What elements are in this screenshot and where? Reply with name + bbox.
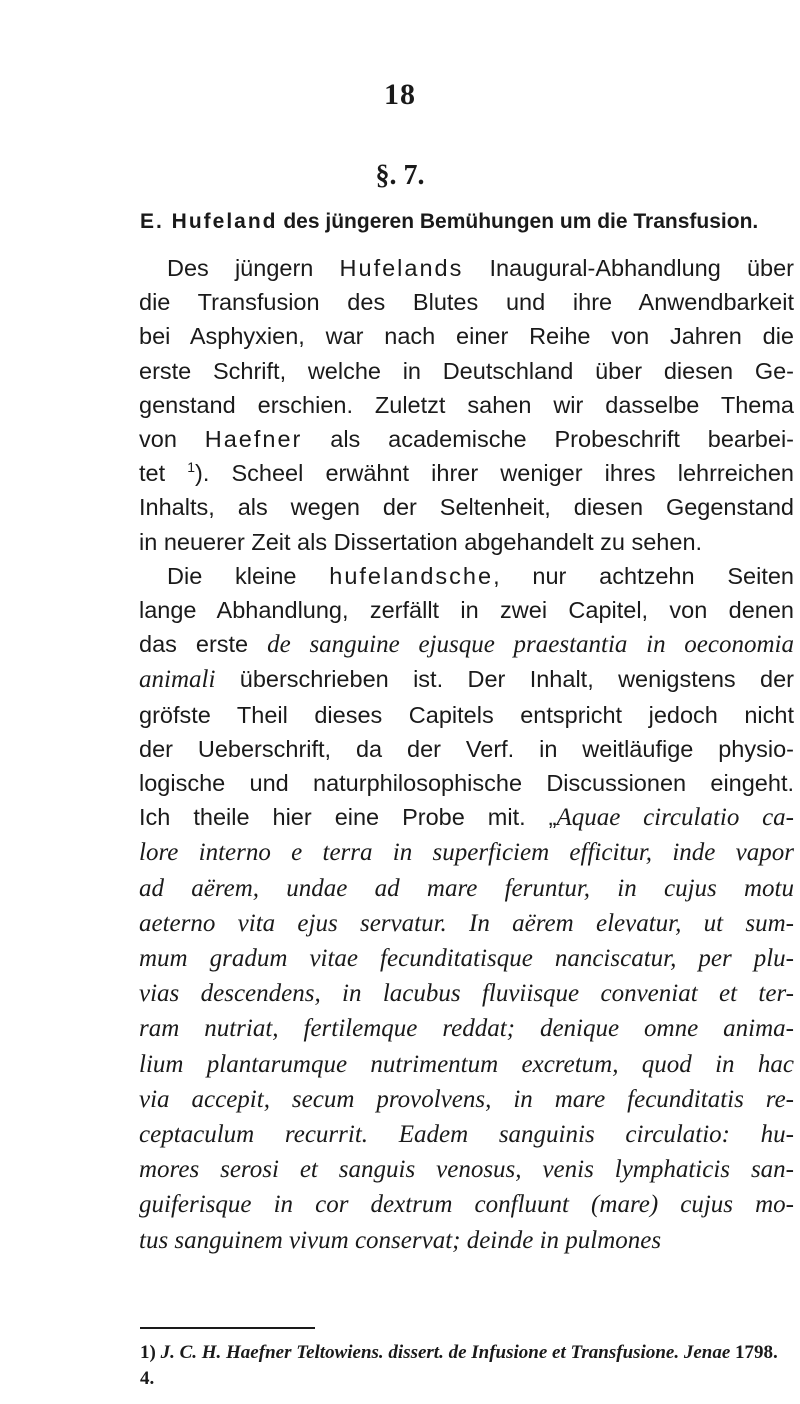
text-run: Ich theile hier eine Probe mit. „ [139,804,557,831]
text-run: tet [139,460,188,487]
text-line [139,1047,794,1082]
text-run: Haefner [204,426,303,453]
footnote-rule [140,1327,315,1329]
text-line [139,732,794,766]
text-line [139,1117,794,1152]
text-run: die Transfusion des Blutes und ihre Anwendbarkeit [139,289,794,316]
text-run: lange Abhandlung, zerfällt in zwei Capitel, von denen [139,597,794,624]
text-run: von [139,426,205,453]
text-run: der Ueberschrift, da der Verf. in weitläufige physio- [139,735,794,762]
text-run: lore interno e terra in superficiem efficitur, inde vapor [139,839,794,867]
text-run: hufelandsche [329,562,494,589]
section-number: §. 7. [375,160,425,191]
body-text [139,251,794,1258]
text-run: Aquae circulatio ca- [556,804,794,832]
text-line [139,559,794,593]
footnote-reference: 1 [187,459,196,476]
text-line [139,422,794,456]
text-run: mum gradum vitae fecunditatisque nanciscatur, per plu- [139,945,794,973]
text-line [139,766,794,800]
text-line [139,354,794,388]
text-line [139,251,794,285]
text-run: aeterno vita ejus servatur. In aërem elevatur, ut sum- [139,909,794,937]
text-run: genstand erschien. Zuletzt sahen wir dasselbe Thema [139,391,794,418]
text-run: Inaugural-Abhandlung über [463,255,794,281]
text-line [139,835,794,870]
page-number: 18 [384,78,416,111]
footnote-text: 1798. 4. [140,1342,778,1389]
text-run: Des jüngern [167,255,340,281]
text-run: ad aërem, undae ad mare feruntur, in cujus motu [139,874,794,902]
text-run: via accepit, secum provolvens, in mare fecunditatis re- [139,1085,794,1113]
text-line [139,525,794,559]
text-run: in neuerer Zeit als Dissertation abgehandelt zu sehen. [139,528,703,555]
text-run: Die kleine [167,562,330,589]
text-run: gröfste Theil dieses Capitels entspricht jedoch nicht [139,701,794,728]
text-run: vias descendens, in lacubus fluviisque conveniat et ter- [139,980,794,1008]
text-line [139,698,794,732]
text-line [139,662,794,697]
text-line [139,871,794,906]
text-line [139,1082,794,1117]
text-line [139,800,794,835]
text-run: ram nutriat, fertilemque reddat; denique omne anima- [139,1015,794,1043]
text-run: ). Scheel erwähnt ihrer weniger ihres lehrreichen [195,460,794,487]
text-run: lium plantarumque nutrimentum excretum, quod in hac [139,1050,794,1078]
section-heading [140,210,780,234]
footnote-marker: 1) [140,1342,161,1363]
text-run: das erste [139,631,268,658]
text-line [139,388,794,422]
text-run: mores serosi et sanguis venosus, venis lymphaticis san- [139,1156,794,1184]
text-line [139,906,794,941]
text-line [139,319,794,353]
text-run: ceptaculum recurrit. Eadem sanguinis circulatio: hu- [139,1121,794,1149]
text-line [139,941,794,976]
text-run: guiferisque in cor dextrum confluunt (mare) cujus mo- [139,1191,794,1219]
text-run: logische und naturphilosophische Discussionen eingeht. [139,770,794,797]
text-line [139,627,794,662]
heading-name: E. Hufeland [140,210,278,233]
text-run: de sanguine ejusque praestantia in oeconomia [267,631,794,659]
text-line [139,490,794,524]
text-run: erste Schrift, welche in Deutschland über diesen Ge- [139,357,794,384]
text-line [139,1223,794,1258]
text-line [139,1152,794,1187]
text-line [139,456,794,490]
footnote [140,1340,790,1392]
text-run: , nur achtzehn Seiten [493,562,794,589]
text-run: bei Asphyxien, war nach einer Reihe von Jahren die [139,323,794,350]
text-line [139,593,794,627]
text-line [139,976,794,1011]
heading-text: des jüngeren Bemühungen um die Transfusion. [277,210,759,233]
text-run: Hufelands [339,255,464,281]
text-run: überschrieben ist. Der Inhalt, wenigstens der [215,666,794,693]
text-run: als academische Probeschrift bearbei- [302,426,794,453]
footnote-text: J. C. H. Haefner Teltowiens. dissert. de Infusione et Transfusione. Jenae [160,1342,731,1363]
text-line [139,1187,794,1222]
text-line [139,1011,794,1046]
text-run: animali [139,666,216,694]
text-run: tus sanguinem vivum conservat; deinde in pulmones [139,1226,662,1254]
text-line [139,285,794,319]
text-run: Inhalts, als wegen der Seltenheit, diesen Gegenstand [139,494,794,521]
